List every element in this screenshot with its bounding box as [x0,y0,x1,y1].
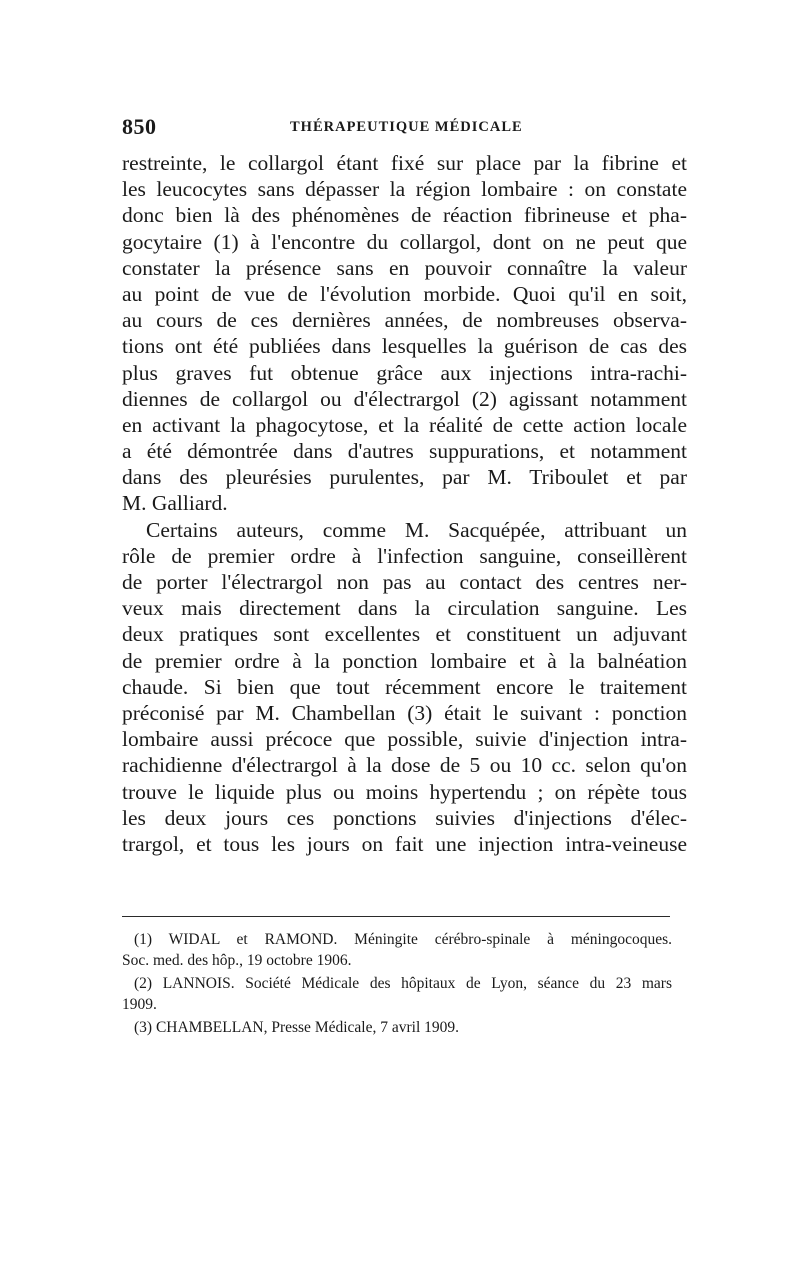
text-line: rachidienne d'électrargol à la dose de 5 ou 10 cc. selon qu'on [122,753,687,778]
text-line: trouve le liquide plus ou moins hypertendu ; on répète tous [122,779,687,804]
footnote-2-line-2: 1909. [122,995,157,1013]
text-line: gocytaire (1) à l'encontre du collargol, dont on ne peut que [122,229,687,254]
text-line: de porter l'électrargol non pas au contact des centres ner- [122,570,687,594]
text-line: trargol, et tous les jours on fait une injection intra-veineuse [122,831,687,856]
text-line: en activant la phagocytose, et la réalité de cette action locale [122,412,687,437]
footnote-1-line-1: (1) WIDAL et RAMOND. Méningite cérébro-spinale à méningocoques. [134,931,672,948]
text-line: au cours de ces dernières années, de nombreuses observa- [122,308,687,333]
text-line: tions ont été publiées dans lesquelles la guérison de cas des [122,334,687,359]
text-line: rôle de premier ordre à l'infection sanguine, conseillèrent [122,543,687,568]
body-text [122,150,687,857]
text-line: M. Galliard. [122,491,228,516]
text-line: donc bien là des phénomènes de réaction fibrineuse et pha- [122,203,687,228]
text-line: les leucocytes sans dépasser la région lombaire : on constate [122,177,687,202]
text-line: préconisé par M. Chambellan (3) était le suivant : ponction [122,700,687,725]
text-line: lombaire aussi précoce que possible, suivie d'injection intra- [122,727,687,752]
text-line: dans des pleurésies purulentes, par M. Triboulet et par [122,465,687,490]
text-line: Certains auteurs, comme M. Sacquépée, attribuant un [146,517,687,542]
text-line: constater la présence sans en pouvoir connaître la valeur [122,255,687,280]
footnote-2-line-1: (2) LANNOIS. Société Médicale des hôpitaux de Lyon, séance du 23 mars [134,975,672,992]
text-line: diennes de collargol ou d'électrargol (2) agissant notamment [122,386,687,411]
running-header [122,114,682,144]
text-line: restreinte, le collargol étant fixé sur place par la fibrine et [122,151,687,175]
running-title: THÉRAPEUTIQUE MÉDICALE [290,119,523,135]
text-line: deux pratiques sont excellentes et constituent un adjuvant [122,622,687,647]
text-line: les deux jours ces ponctions suivies d'injections d'élec- [122,805,687,830]
text-line: au point de vue de l'évolution morbide. Quoi qu'il en soit, [122,281,687,306]
text-line: de premier ordre à la ponction lombaire et à la balnéation [122,648,687,673]
text-line: chaude. Si bien que tout récemment encore le traitement [122,674,687,699]
page-number: 850 [122,114,157,139]
footnotes [122,930,672,1039]
text-line: veux mais directement dans la circulation sanguine. Les [122,596,687,621]
footnote-divider [122,916,670,917]
text-line: a été démontrée dans d'autres suppurations, et notamment [122,439,687,464]
footnote-1-line-2: Soc. med. des hôp., 19 octobre 1906. [122,951,352,969]
text-line: plus graves fut obtenue grâce aux injections intra-rachi- [122,360,687,385]
footnote-3: (3) CHAMBELLAN, Presse Médicale, 7 avril 1909. [134,1019,460,1036]
